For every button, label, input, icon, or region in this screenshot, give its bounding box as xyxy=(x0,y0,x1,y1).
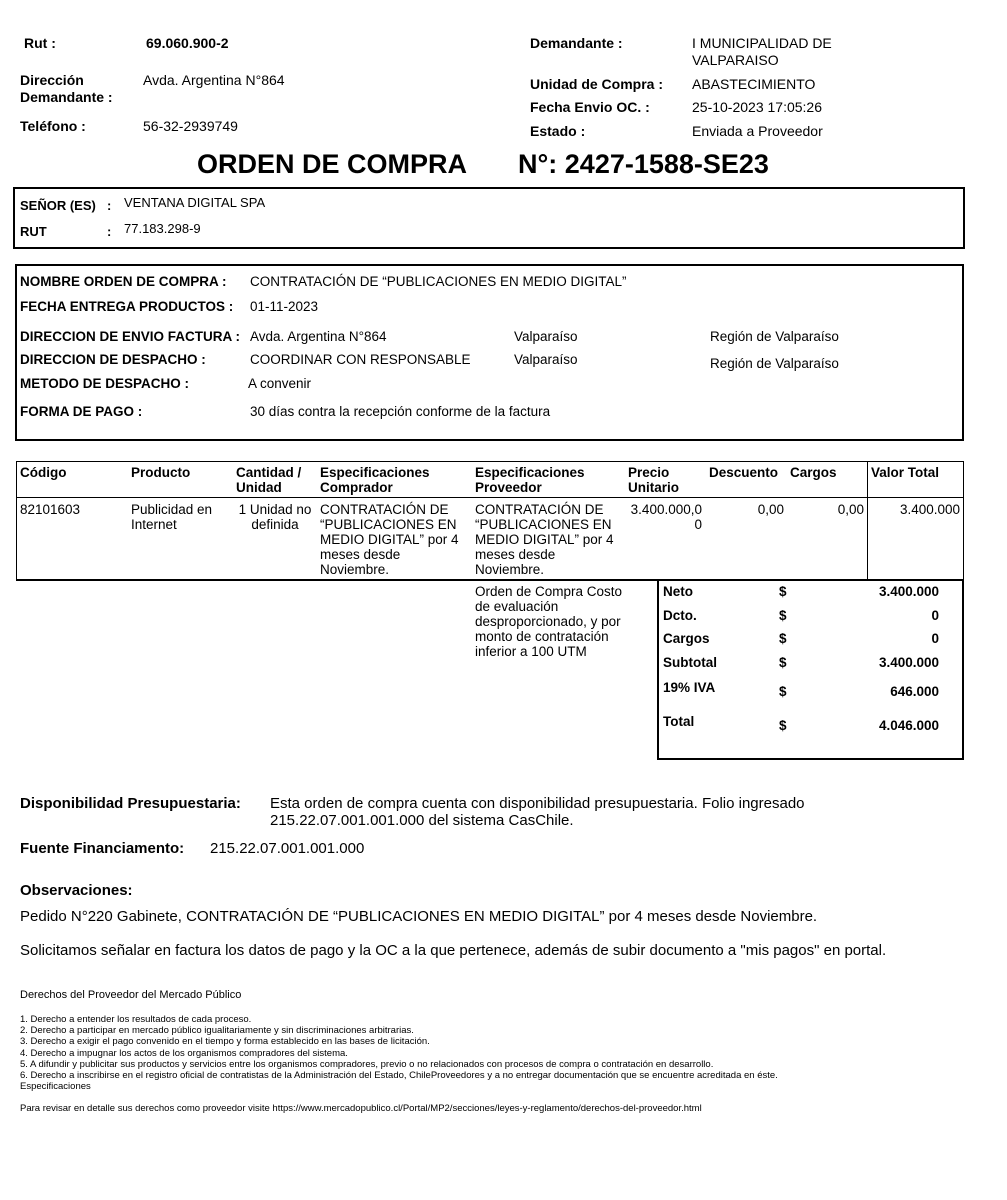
disponibilidad-value-2: 215.22.07.001.001.000 del sistema CasChile. xyxy=(270,812,574,829)
unidad-label: Unidad de Compra : xyxy=(530,76,664,92)
direccion-value: Avda. Argentina N°864 xyxy=(143,72,285,88)
forma-pago-value: 30 días contra la recepción conforme de la factura xyxy=(250,404,551,419)
row-codigo: 82101603 xyxy=(20,502,81,517)
estado-value: Enviada a Proveedor xyxy=(692,123,823,139)
rut-value: 69.060.900-2 xyxy=(146,35,229,51)
envio-factura-label: DIRECCION DE ENVIO FACTURA : xyxy=(20,329,241,344)
totals-value: 646.000 xyxy=(890,684,939,699)
metodo-despacho-value: A convenir xyxy=(248,376,312,391)
totals-label: Subtotal xyxy=(663,655,717,670)
col-header-codigo: Código xyxy=(20,465,67,480)
row-precio: 3.400.000,00 xyxy=(630,502,702,532)
totals-currency: $ xyxy=(779,684,787,699)
senor-label: SEÑOR (ES) xyxy=(20,198,96,213)
rights-item: Especificaciones xyxy=(20,1081,91,1093)
col-header-esp-comprador: Especificaciones Comprador xyxy=(320,465,430,495)
row-cargos: 0,00 xyxy=(837,502,864,517)
senor-colon: : xyxy=(107,198,112,213)
rights-item: 4. Derecho a impugnar los actos de los organismos compradores del sistema. xyxy=(20,1047,348,1059)
disponibilidad-label: Disponibilidad Presupuestaria: xyxy=(20,795,241,812)
totals-currency: $ xyxy=(779,655,787,670)
col-header-valor-total: Valor Total xyxy=(871,465,940,480)
totals-currency: $ xyxy=(779,718,787,733)
direccion-label-2: Demandante : xyxy=(20,89,113,105)
metodo-despacho-label: METODO DE DESPACHO : xyxy=(20,376,190,391)
document-title: ORDEN DE COMPRA xyxy=(197,149,468,179)
observaciones-label: Observaciones: xyxy=(20,882,133,899)
telefono-label: Teléfono : xyxy=(20,118,86,134)
unidad-value: ABASTECIMIENTO xyxy=(692,76,816,92)
col-header-esp-proveedor: Especificaciones Proveedor xyxy=(475,465,585,495)
demandante-value: I MUNICIPALIDAD DE xyxy=(692,35,832,51)
rights-item: 2. Derecho a participar en mercado público igualitariamente y sin discriminaciones arbitrarias. xyxy=(20,1025,414,1037)
demandante-label: Demandante : xyxy=(530,35,623,51)
totals-currency: $ xyxy=(779,584,787,599)
row-producto: Publicidad en Internet xyxy=(131,502,213,532)
fuente-value: 215.22.07.001.001.000 xyxy=(210,840,365,857)
totals-label: Neto xyxy=(663,584,693,599)
direccion-label: Dirección xyxy=(20,72,84,88)
estado-label: Estado : xyxy=(530,123,586,139)
row-cantidad: 1 Unidad no definida xyxy=(238,502,312,532)
envio-factura-region: Región de Valparaíso xyxy=(710,329,839,344)
rights-item: 3. Derecho a exigir el pago convenido en el tiempo y forma establecido en las bases de licitación. xyxy=(20,1036,430,1048)
col-header-precio: Precio Unitario xyxy=(628,465,680,495)
row-esp-proveedor: CONTRATACIÓN DE “PUBLICACIONES EN MEDIO DIGITAL” por 4 meses desde Noviembre. xyxy=(475,502,614,577)
rights-item: 6. Derecho a inscribirse en el registro oficial de contratistas de la Administración del Estado, ChileProveedores y a no entregar documentación que se encuentre acreditada en éste. xyxy=(20,1070,778,1081)
fuente-label: Fuente Financiamento: xyxy=(20,840,185,857)
totals-label: Cargos xyxy=(663,631,710,646)
totals-value: 3.400.000 xyxy=(878,655,939,670)
totals-value: 3.400.000 xyxy=(878,584,939,599)
nombre-oc-value: CONTRATACIÓN DE “PUBLICACIONES EN MEDIO DIGITAL” xyxy=(250,274,627,289)
despacho-city: Valparaíso xyxy=(514,352,578,367)
rights-item: 5. A difundir y publicitar sus productos y servicios entre los organismos compradores, previo o no relacionados con procesos de compra o contratación en desarrollo. xyxy=(20,1058,714,1070)
disponibilidad-value: Esta orden de compra cuenta con disponibilidad presupuestaria. Folio ingresado xyxy=(270,795,805,812)
rights-footer: Para revisar en detalle sus derechos como proveedor visite https://www.mercadopublico.cl/Portal/MP2/secciones/leyes-y-reglamento/derechos-del-proveedor.html xyxy=(20,1103,702,1114)
nombre-oc-label: NOMBRE ORDEN DE COMPRA : xyxy=(20,274,227,289)
senor-value: VENTANA DIGITAL SPA xyxy=(124,195,266,210)
supplier-rut-value: 77.183.298-9 xyxy=(124,221,201,236)
despacho-label: DIRECCION DE DESPACHO : xyxy=(20,352,206,367)
rut-label: Rut : xyxy=(24,35,56,51)
fecha-envio-label: Fecha Envio OC. : xyxy=(530,99,650,115)
fecha-entrega-value: 01-11-2023 xyxy=(250,299,319,314)
fecha-envio-value: 25-10-2023 17:05:26 xyxy=(692,99,822,115)
envio-factura-value: Avda. Argentina N°864 xyxy=(250,329,387,344)
col-header-cargos: Cargos xyxy=(790,465,837,480)
supplier-rut-colon: : xyxy=(107,224,112,239)
col-header-descuento: Descuento xyxy=(709,465,779,480)
totals-label: Dcto. xyxy=(663,608,697,623)
forma-pago-label: FORMA DE PAGO : xyxy=(20,404,143,419)
row-descuento: 0,00 xyxy=(757,502,784,517)
despacho-value: COORDINAR CON RESPONSABLE xyxy=(250,352,471,367)
supplier-rut-label: RUT xyxy=(20,224,47,239)
totals-label: 19% IVA xyxy=(663,680,716,695)
totals-label: Total xyxy=(663,714,695,729)
fecha-entrega-label: FECHA ENTREGA PRODUCTOS : xyxy=(20,299,234,314)
row-esp-comprador: CONTRATACIÓN DE “PUBLICACIONES EN MEDIO DIGITAL” por 4 meses desde Noviembre. xyxy=(320,502,459,577)
rights-title: Derechos del Proveedor del Mercado Público xyxy=(20,989,242,1001)
envio-factura-city: Valparaíso xyxy=(514,329,578,344)
observaciones-line-2: Solicitamos señalar en factura los datos de pago y la OC a la que pertenece, además de subir documento a "mis pagos" en portal. xyxy=(20,942,887,959)
col-header-producto: Producto xyxy=(131,465,191,480)
telefono-value: 56-32-2939749 xyxy=(143,118,238,134)
observaciones-line-1: Pedido N°220 Gabinete, CONTRATACIÓN DE “PUBLICACIONES EN MEDIO DIGITAL” por 4 meses desde Noviembre. xyxy=(20,908,818,925)
rights-item: 1. Derecho a entender los resultados de cada proceso. xyxy=(20,1014,252,1025)
purchase-note: Orden de Compra Costo de evaluación desproporcionado, y por monto de contratación inferior a 100 UTM xyxy=(475,584,623,659)
col-header-cantidad: Cantidad / Unidad xyxy=(236,465,302,495)
despacho-region: Región de Valparaíso xyxy=(710,356,839,371)
order-number: N°: 2427-1588-SE23 xyxy=(518,149,769,179)
totals-currency: $ xyxy=(779,608,787,623)
demandante-value-2: VALPARAISO xyxy=(692,52,779,68)
totals-value: 0 xyxy=(931,631,939,646)
totals-value: 0 xyxy=(931,608,939,623)
totals-value: 4.046.000 xyxy=(878,718,939,733)
row-valor-total: 3.400.000 xyxy=(899,502,960,517)
totals-currency: $ xyxy=(779,631,787,646)
